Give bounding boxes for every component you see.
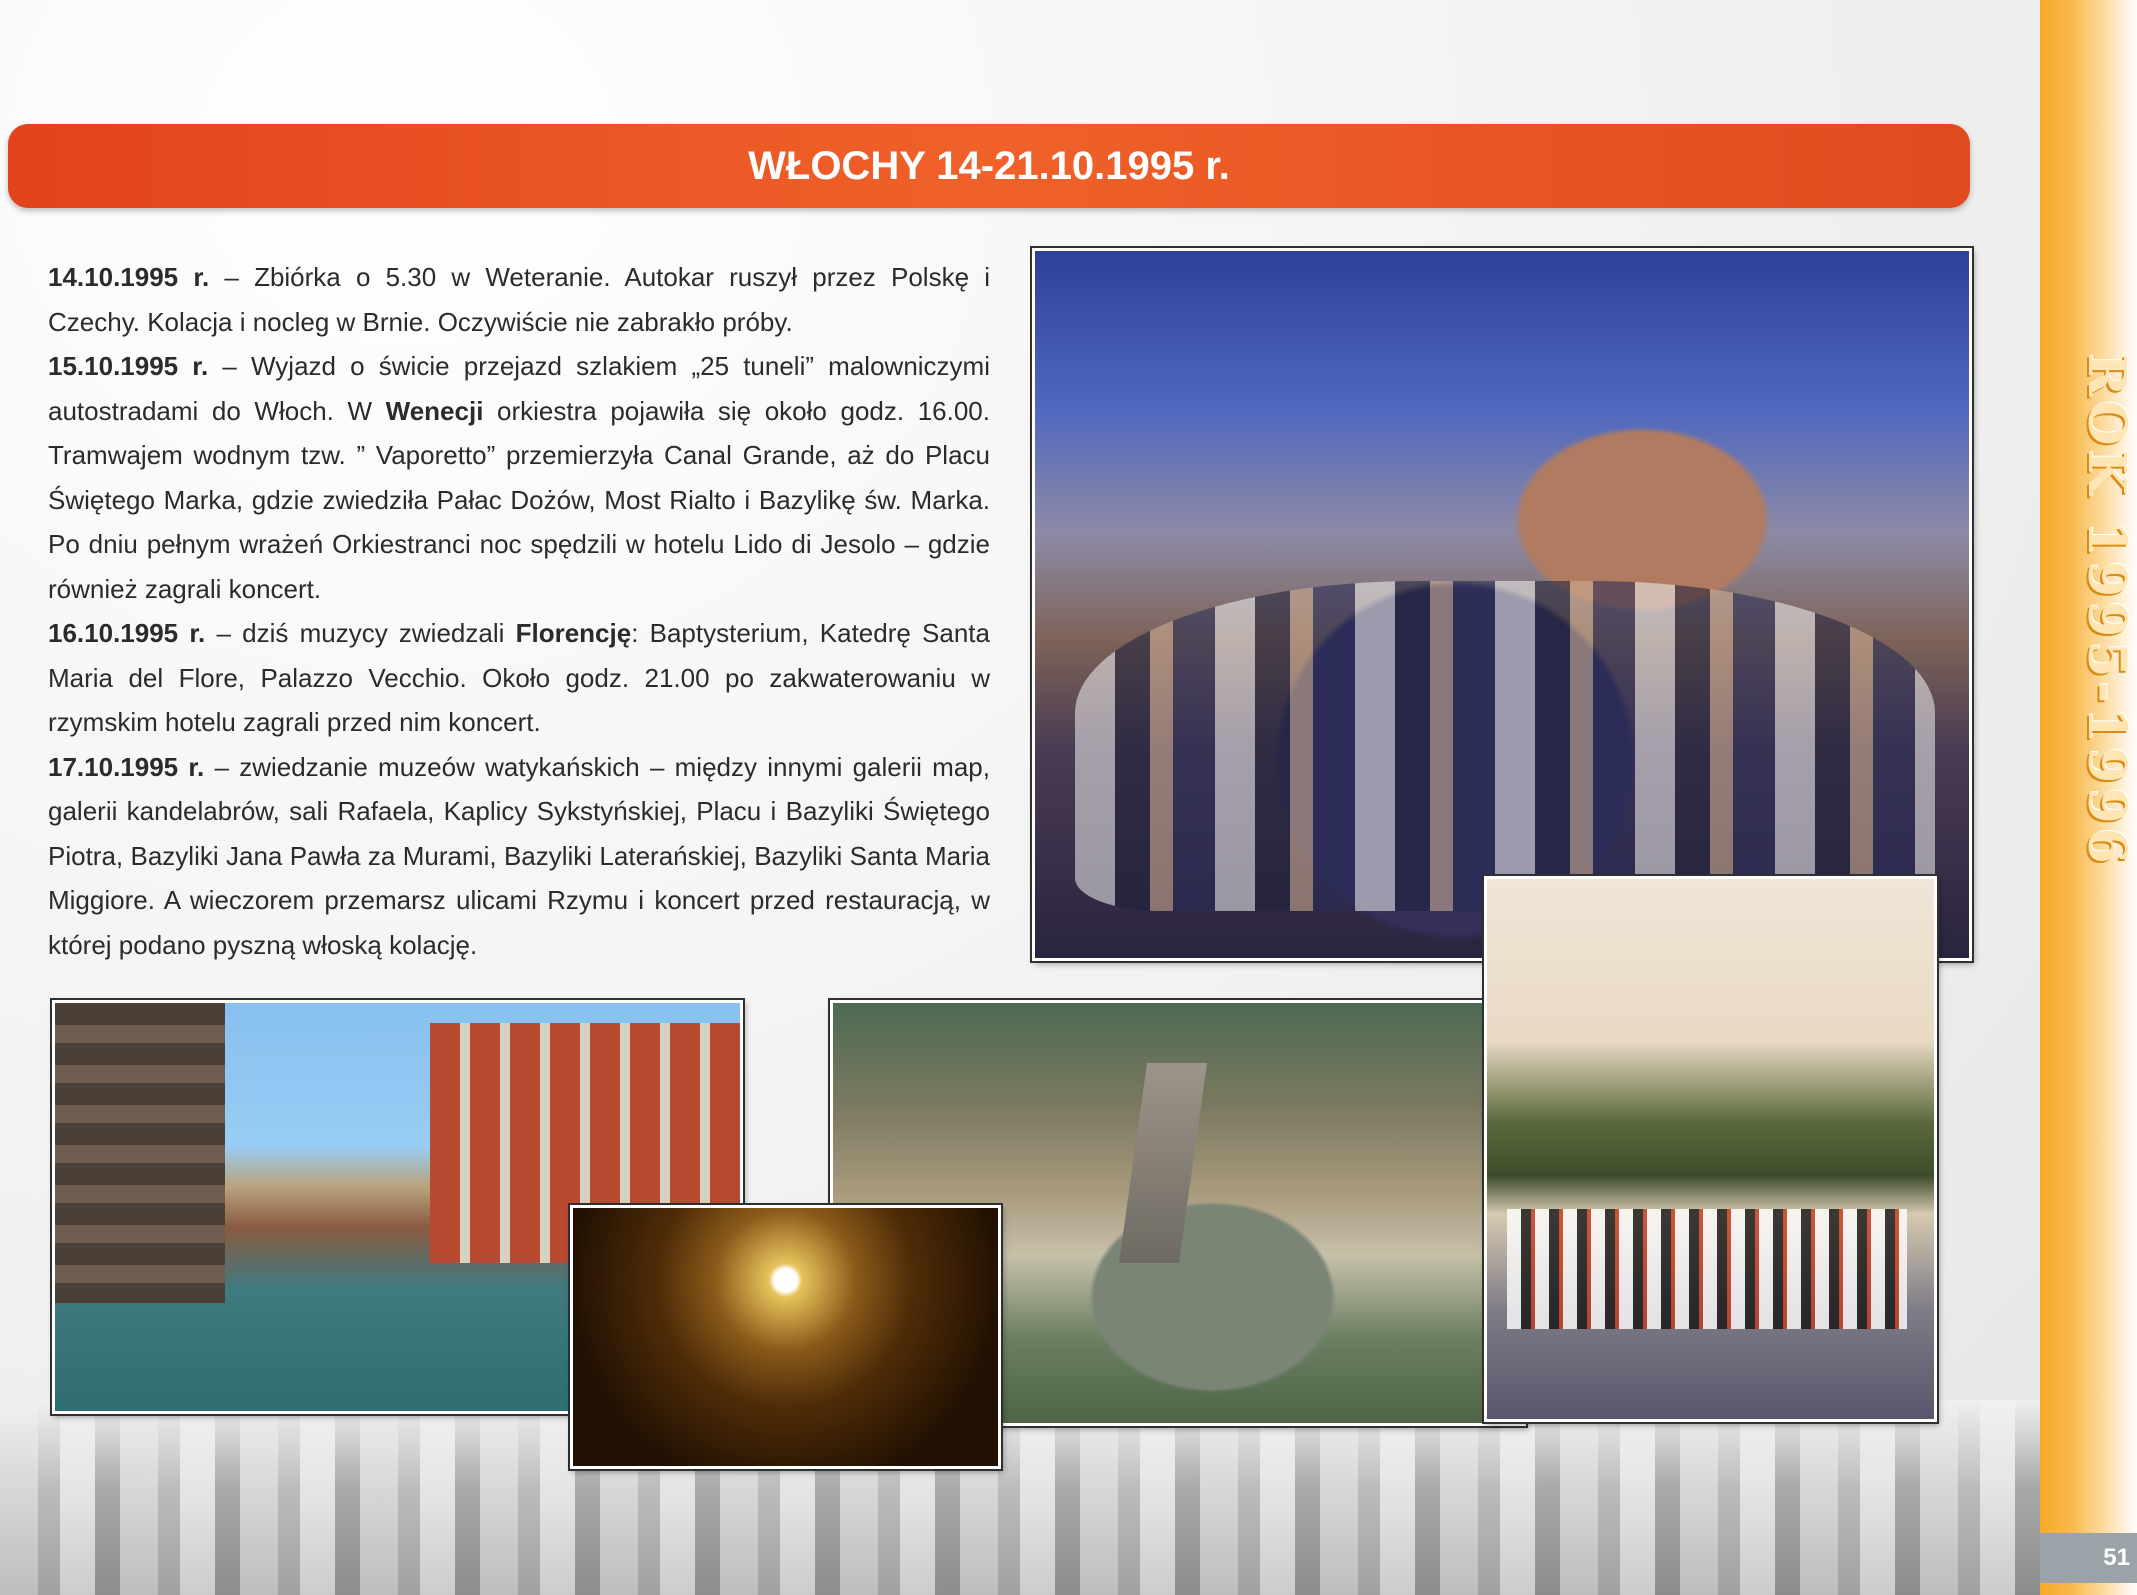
entry-text: orkiestra pojawiła się około godz. 16.00. Tramwajem wodnym tzw. ” Vaporetto” przemierzyła Canal Grande, aż do Placu Świętego Marka, gdzie zwiedziła Pałac Dożów, Most Rialto i Bazylikę św. Marka. Po dniu pełnym wrażeń Orkiestranci noc spędzili w hotelu Lido di Jesolo – gdzie również zagrali koncert. [48,395,990,604]
photo-group-rome [1032,248,1972,961]
background-photo-strip [0,1400,2040,1595]
entry-2 [48,344,990,611]
entry-text: – Wyjazd o świcie przejazd szlakiem „25 tuneli” malowniczymi autostradami do Włoch. W [48,351,990,426]
entry-4 [48,745,990,968]
entry-date: 15.10.1995 r. [48,351,209,381]
photo-basilica-dome [570,1205,1001,1469]
entry-date: 16.10.1995 r. [48,618,206,648]
entry-text: – zwiedzanie muzeów watykańskich – między innymi galerii map, galerii kandelabrów, sali Rafaela, Kaplicy Sykstyńskiej, Placu i Bazyliki Świętego Piotra, Bazyliki Jana Pawła za Murami, Bazyliki Laterańskiej, Bazyliki Santa Maria Miggiore. A wieczorem przemarsz ulicami Rzymu i koncert przed restauracją, w której podano pyszną włoską kolację. [48,751,990,960]
photo-detail-avenue [1119,1063,1207,1263]
entry-text: – Zbiórka o 5.30 w Weteranie. Autokar ruszył przez Polskę i Czechy. Kolacja i nocleg w Brnie. Oczywiście nie zabrakło próby. [48,262,990,337]
entry-date: 14.10.1995 r. [48,262,210,292]
entry-3 [48,611,990,745]
page-number: 51 [2103,1544,2130,1571]
entry-highlight: Florencję [515,618,632,648]
entry-text: – dziś muzycy zwiedzali [205,618,516,648]
page-title: WŁOCHY 14-21.10.1995 r. [748,144,1230,188]
photo-detail-band [1507,1209,1907,1329]
photo-detail-people [1075,581,1935,911]
photo-street-concert [1484,876,1937,1422]
photo-detail-building [55,1003,225,1303]
article-body [48,255,990,967]
side-band-label: ROK 1995-1996 [2076,352,2137,868]
entry-date: 17.10.1995 r. [48,751,205,782]
entry-highlight: Wenecji [385,395,484,426]
entry-1 [48,255,990,344]
entry-text: : Baptysterium, Katedrę Santa Maria del Flore, Palazzo Vecchio. Około godz. 21.00 po zakwaterowaniu w rzymskim hotelu zagrali przed nim koncert. [48,618,990,737]
